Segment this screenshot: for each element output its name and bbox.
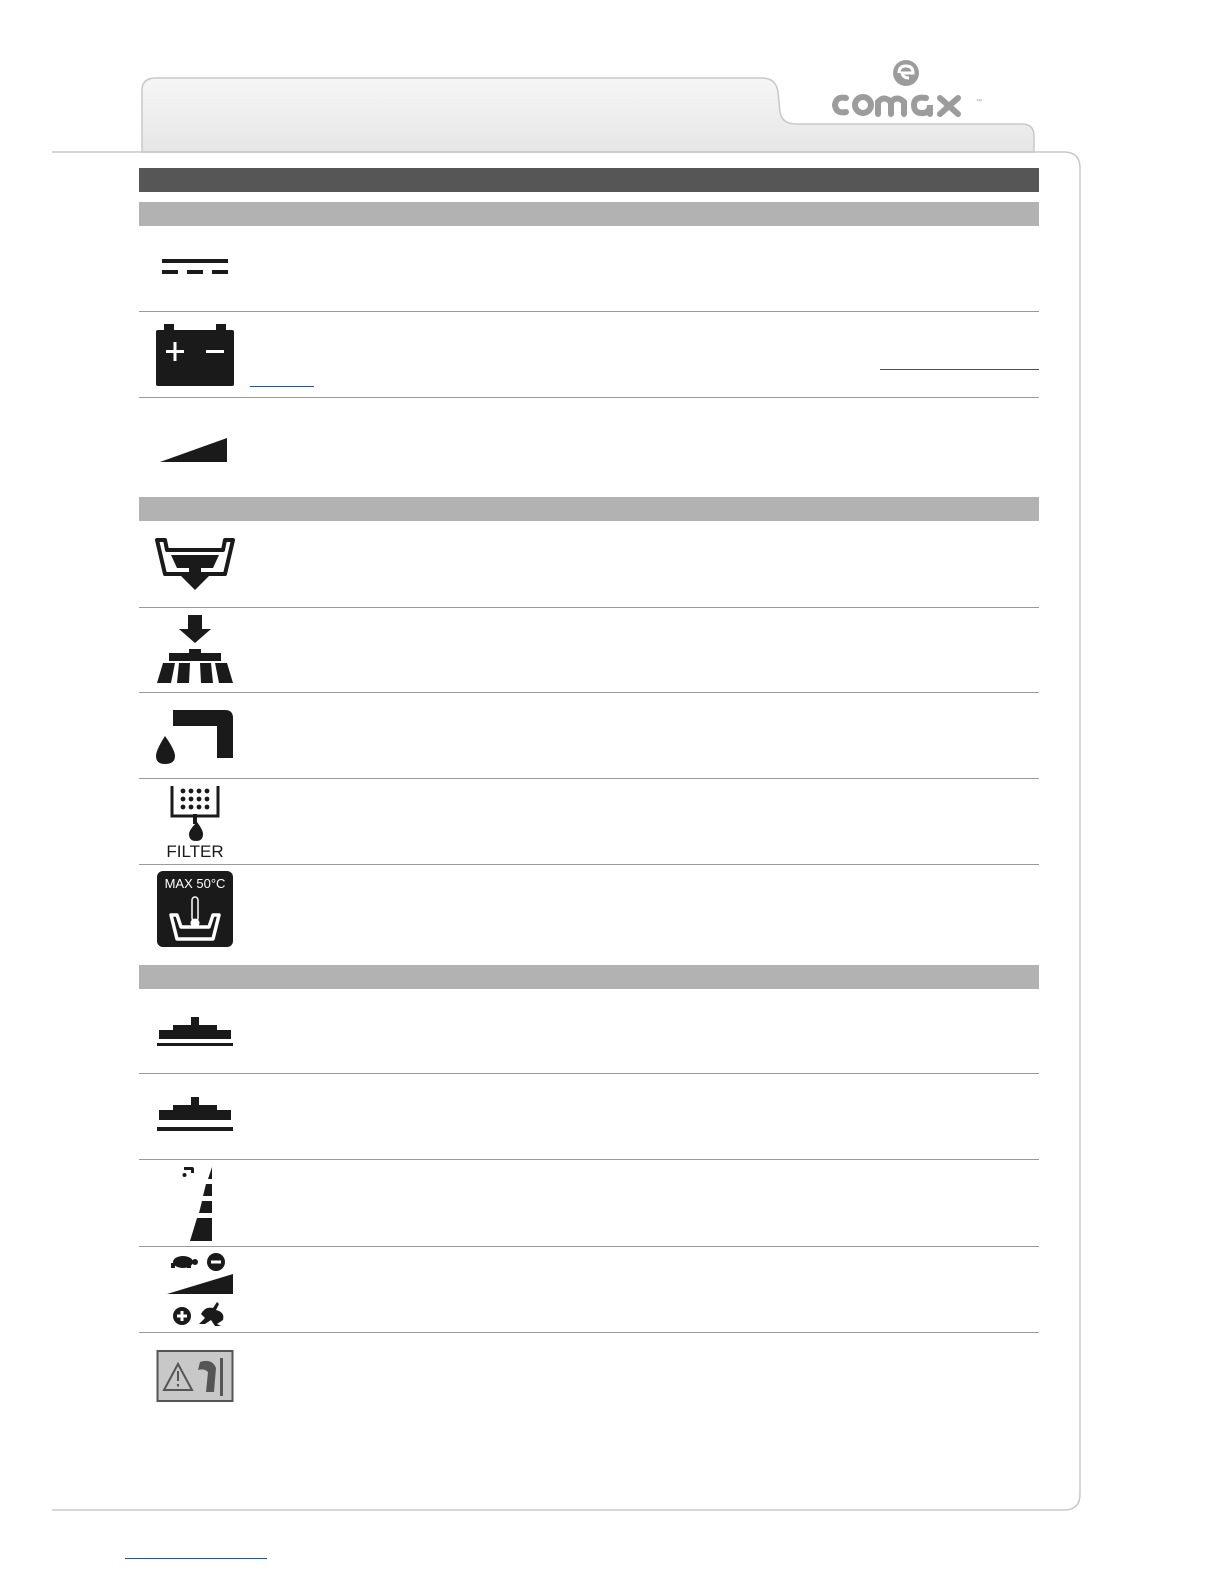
symbol-row-water-filter xyxy=(150,783,240,863)
symbol-row-suction-warning xyxy=(150,1344,240,1408)
comac-logo-icon xyxy=(826,56,986,122)
water-flow-level-icon xyxy=(170,1163,220,1243)
link-underline[interactable] xyxy=(250,386,314,387)
tank-drain-icon xyxy=(155,536,235,592)
footer-link-underline[interactable] xyxy=(125,1558,267,1559)
water-filter-icon xyxy=(169,786,221,842)
charge-level-ramp-icon xyxy=(160,435,230,465)
symbol-row-charge-level xyxy=(150,420,240,480)
brush-pressure-low-icon xyxy=(155,1015,235,1051)
battery-icon xyxy=(156,324,234,386)
section-bar-3 xyxy=(139,965,1039,989)
row-divider xyxy=(139,864,1039,865)
symbol-row-pressure-high xyxy=(150,1086,240,1148)
brush-lower-icon xyxy=(155,613,235,685)
row-divider xyxy=(139,1159,1039,1160)
symbol-row-max-temperature xyxy=(150,870,240,948)
row-divider xyxy=(139,1332,1039,1333)
link-underline[interactable] xyxy=(880,369,1039,370)
symbol-row-speed xyxy=(150,1250,240,1330)
filter-caption: FILTER xyxy=(166,841,224,861)
water-tap-icon xyxy=(155,706,235,766)
row-divider xyxy=(139,1246,1039,1247)
symbol-row-water-tap xyxy=(150,700,240,772)
row-divider xyxy=(139,1073,1039,1074)
brush-pressure-high-icon xyxy=(155,1097,235,1137)
brand-logo xyxy=(826,56,986,122)
speed-adjust-icon xyxy=(155,1250,235,1330)
row-divider xyxy=(139,778,1039,779)
table-title-bar xyxy=(139,168,1039,192)
row-divider xyxy=(139,607,1039,608)
max-temperature-icon xyxy=(157,871,233,947)
symbol-row-dc xyxy=(150,232,240,304)
max-temperature-caption: MAX 50°C xyxy=(164,876,226,891)
svg-text:™: ™ xyxy=(976,99,982,105)
symbol-row-pressure-low xyxy=(150,1000,240,1066)
section-bar-2 xyxy=(139,497,1039,521)
symbol-row-battery xyxy=(150,318,240,392)
symbol-row-water-flow xyxy=(150,1163,240,1243)
symbol-row-brush-lower xyxy=(150,612,240,686)
thermometer-tank-icon xyxy=(157,895,233,945)
dc-current-icon xyxy=(162,256,228,280)
section-bar-1 xyxy=(139,202,1039,226)
suction-hose-warning-icon xyxy=(156,1348,234,1404)
symbol-row-tank-drain xyxy=(150,528,240,600)
row-divider xyxy=(139,311,1039,312)
row-divider xyxy=(139,397,1039,398)
row-divider xyxy=(139,692,1039,693)
